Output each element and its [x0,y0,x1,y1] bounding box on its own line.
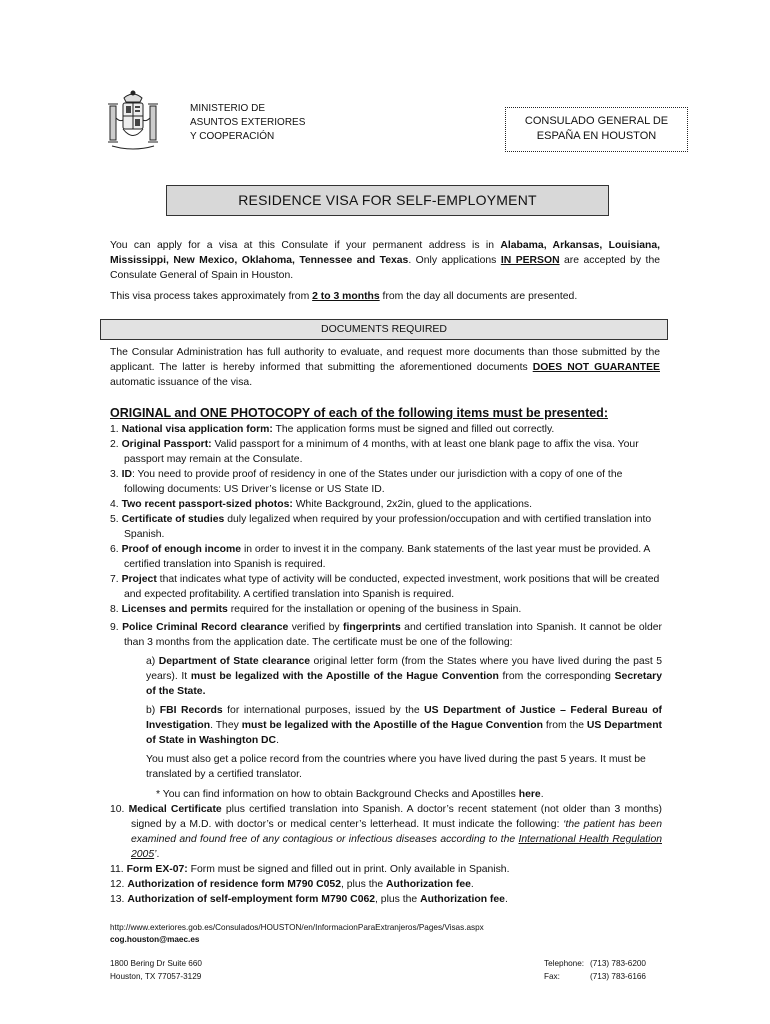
background-check-note: * You can find information on how to obtain Background Checks and Apostilles here. [156,789,544,800]
police-record-option-a: a) Department of State clearance original letter form (from the States where you have lived during the past 5 years). It must be legalized with the Apostille of the Hague Convention from the corresponding Secretary of the State. [146,656,662,697]
health-regulation-link[interactable]: International Health Regulation 2005 [131,834,662,860]
spanish-coat-of-arms-icon [104,88,162,154]
list-item: 13. Authorization of self-employment form M790 C062, plus the Authorization fee. [110,894,508,905]
in-person-emphasis: IN PERSON [500,255,560,266]
intro-text: are accepted by the Consulate General of Spain in Houston. [110,255,661,281]
processing-time-paragraph [110,289,660,304]
document-title: RESIDENCE VISA FOR SELF-EMPLOYMENT [166,185,609,216]
list-item: 5. Certificate of studies duly legalized when required by your profession/occupation and with certified translation into Spanish. [110,514,652,540]
list-item: 8. Licenses and permits required for the installation or opening of the business in Spain. [110,604,522,615]
intro-text: . Only applications [408,255,501,266]
footer-address [110,957,202,983]
here-link[interactable]: here [518,789,541,800]
disclaimer-text: automatic issuance of the visa. [110,377,253,388]
ministry-name [190,102,305,144]
requirements-list [110,422,662,907]
list-item: 1. National visa application form: The application forms must be signed and filled out correctly. [110,424,555,435]
list-item: 2. Original Passport: Valid passport for a minimum of 4 months, with at least one blank page to affix the visa. Your passport may remain at the Consulate. [110,439,639,465]
not-guarantee-emphasis: DOES NOT GUARANTEE [532,362,660,373]
consulate-box [505,107,688,152]
intro-text: This visa process takes approximately from [110,291,313,302]
consulate-line: ESPAÑA EN HOUSTON [536,130,657,142]
consulate-website-link[interactable]: http://www.exteriores.gob.es/Consulados/HOUSTON/en/InformacionParaExtranjeros/Pages/Visas.aspx [110,923,484,932]
jurisdiction-states: Alabama, Arkansas, Louisiana, Mississippi, New Mexico, Oklahoma, Tennessee and Texas [110,240,660,266]
documents-required-header: DOCUMENTS REQUIRED [100,319,668,340]
telephone-line: Telephone: (713) 783-6200 [544,959,646,968]
intro-paragraph [110,238,660,283]
list-item: 4. Two recent passport-sized photos: White Background, 2x2in, glued to the applications. [110,499,532,510]
intro-text: You can apply for a visa at this Consulate if your permanent address is in [110,240,501,251]
list-item: 7. Project that indicates what type of activity will be conducted, expected investment, work positions that will be created and expected profitability. A certified translation into Spanish is required. [110,574,660,600]
list-item: 9. Police Criminal Record clearance verified by fingerprints and certified translation into Spanish. It cannot be older than 3 months from the application date. The certificate must be one of the following: [110,622,662,648]
footer-phone [544,957,646,983]
address-line: 1800 Bering Dr Suite 660 [110,959,202,968]
list-item: 3. ID: You need to provide proof of residency in one of the States under our jurisdiction with a copy of one of the following documents: US Driver’s license or US State ID. [110,469,623,495]
intro-text: from the day all documents are presented. [379,291,578,302]
footer-contact [110,922,484,946]
police-record-option-b: b) FBI Records for international purposes, issued by the US Department of Justice – Federal Bureau of Investigation. They must be legalized with the Apostille of the Hague Convention from the US Department of State in Washington DC. [146,705,663,746]
list-item: 11. Form EX-07: Form must be signed and filled out in print. Only available in Spanish. [110,864,510,875]
ministry-line: MINISTERIO DE [190,103,266,114]
consulate-line: CONSULADO GENERAL DE [524,115,669,127]
fax-line: Fax: (713) 783-6166 [544,972,646,981]
list-item: 6. Proof of enough income in order to invest it in the company. Bank statements of the last year must be provided. A certified translation into Spanish is required. [110,544,650,570]
requirements-heading: ORIGINAL and ONE PHOTOCOPY of each of the following items must be presented: [110,406,608,420]
ministry-line: ASUNTOS EXTERIORES [190,117,306,128]
disclaimer-text: The Consular Administration has full authority to evaluate, and request more documents than those submitted by the applicant. The latter is hereby informed that submitting the aforementioned documents [110,347,660,373]
police-record-foreign-note: You must also get a police record from the countries where you have lived during the past 5 years. It must be translated by a certified translator. [146,754,646,780]
processing-time: 2 to 3 months [312,291,380,302]
address-line: Houston, TX 77057-3129 [110,972,202,981]
list-item: 12. Authorization of residence form M790 C052, plus the Authorization fee. [110,879,474,890]
consulate-email[interactable]: cog.houston@maec.es [110,935,200,944]
ministry-line: Y COOPERACIÓN [190,131,275,142]
list-item: 10. Medical Certificate plus certified translation into Spanish. A doctor’s recent statement (not older than 3 months) signed by a M.D. with doctor’s or medical center’s letterhead. It must indicate the following: ‘the patient has been examined and found free of any contagious or infectious diseases according to the International Health Regulation 2005’. [110,804,662,860]
consular-disclaimer [110,345,660,390]
